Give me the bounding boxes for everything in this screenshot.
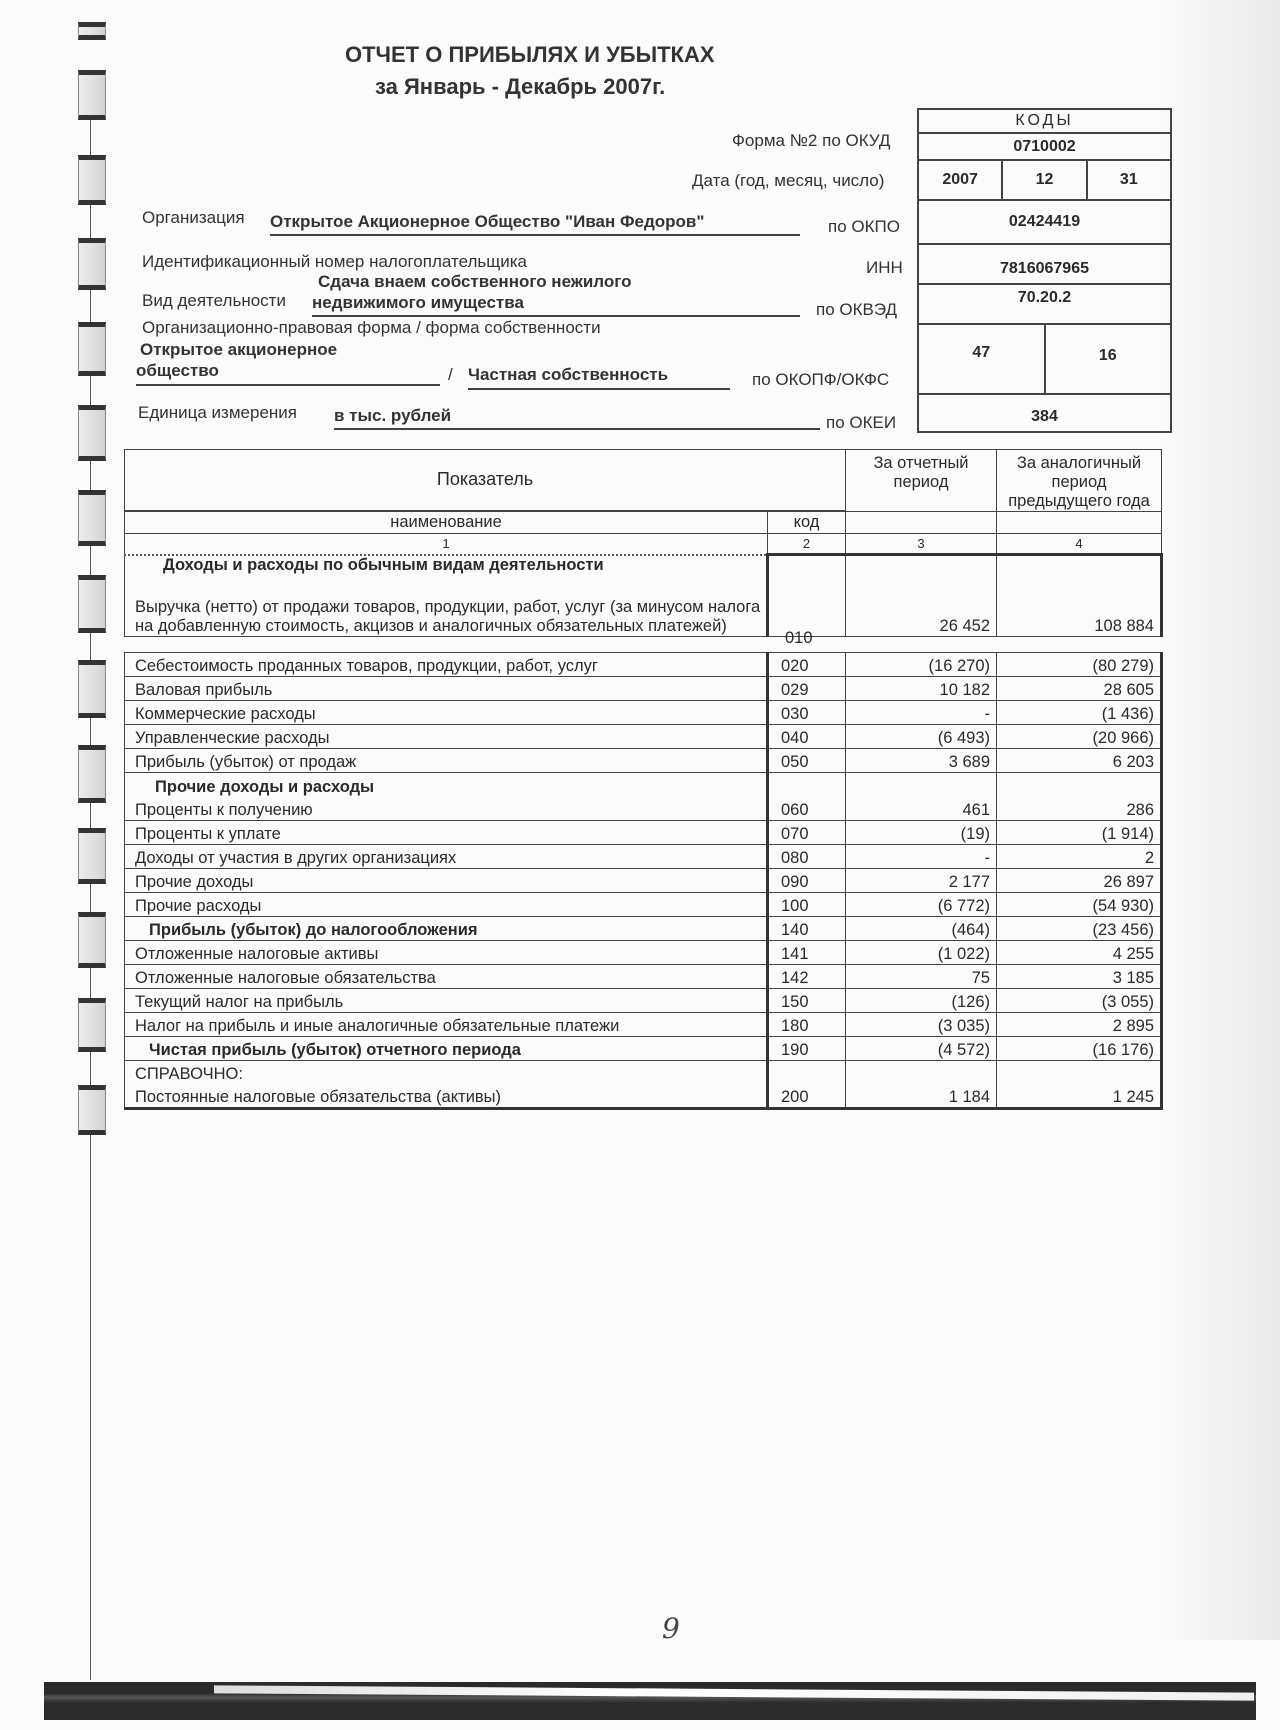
activity-line2: недвижимого имущества — [312, 293, 800, 317]
activity-line1: Сдача внаем собственного нежилого — [318, 272, 632, 291]
row-name: Коммерческие расходы — [125, 701, 768, 725]
table-row — [125, 749, 1162, 773]
row-010-previous: 108 884 — [997, 555, 1162, 637]
row-current-value: (6 772) — [846, 893, 997, 917]
legal-form-separator: / — [448, 365, 453, 384]
binding-ring — [78, 998, 106, 1052]
row-current-value: 10 182 — [846, 677, 997, 701]
activity-label: Вид деятельности — [142, 291, 286, 310]
organization-value: Открытое Акционерное Общество "Иван Федоров" — [270, 212, 800, 236]
row-current-value: 3 689 — [846, 749, 997, 773]
binding-ring — [78, 745, 106, 803]
row-name: Налог на прибыль и иные аналогичные обязательные платежи — [125, 1013, 768, 1037]
row-name: Отложенные налоговые обязательства — [125, 965, 768, 989]
okei-value: 384 — [1031, 408, 1058, 425]
row-code: 190 — [768, 1037, 846, 1061]
row-current-value: (6 493) — [846, 725, 997, 749]
row-previous-value: (23 456) — [997, 917, 1162, 941]
table-row — [125, 893, 1162, 917]
row-name: Текущий налог на прибыль — [125, 989, 768, 1013]
row-code: 030 — [768, 701, 846, 725]
legal-form-line2: общество — [136, 361, 440, 386]
row-name — [125, 773, 768, 821]
table-row — [125, 869, 1162, 893]
row-previous-value: 3 185 — [997, 965, 1162, 989]
organization-label: Организация — [142, 208, 245, 227]
row-current-value: 1 184 — [846, 1061, 997, 1109]
row-current-value: 2 177 — [846, 869, 997, 893]
date-label: Дата (год, месяц, число) — [692, 171, 885, 190]
table-row — [125, 821, 1162, 845]
table-row — [125, 845, 1162, 869]
row-previous-value: (80 279) — [997, 653, 1162, 677]
row-code: 200 — [768, 1061, 846, 1109]
inn-code-label: ИНН — [866, 258, 903, 277]
row-previous-value: 28 605 — [997, 677, 1162, 701]
section-other-income: Прочие доходы и расходы — [155, 778, 375, 796]
row-code: 090 — [768, 869, 846, 893]
row-name: Доходы от участия в других организациях — [125, 845, 768, 869]
section-row — [125, 555, 1162, 575]
binding-ring — [78, 238, 106, 290]
row-code: 080 — [768, 845, 846, 869]
row-name: Себестоимость проданных товаров, продукции, работ, услуг — [125, 653, 768, 677]
date-month: 12 — [1001, 161, 1085, 199]
col-num-1: 1 — [125, 534, 768, 555]
row-previous-value: (1 436) — [997, 701, 1162, 725]
header-previous-period — [997, 450, 1162, 512]
header-code: код — [768, 512, 846, 534]
row-previous-value: 4 255 — [997, 941, 1162, 965]
binding-ring — [78, 155, 106, 205]
row-previous-value: 6 203 — [997, 749, 1162, 773]
date-day: 31 — [1086, 161, 1170, 199]
row-current-value: (1 022) — [846, 941, 997, 965]
row-010-code: 010 — [785, 629, 813, 647]
row-name — [125, 1061, 768, 1109]
row-name: Валовая прибыль — [125, 677, 768, 701]
row-code: 029 — [768, 677, 846, 701]
page-number: 9 — [662, 1612, 680, 1645]
row-previous-value: 26 897 — [997, 869, 1162, 893]
row-code: 060 — [768, 773, 846, 821]
header-current-period — [846, 450, 997, 512]
binding-ring — [78, 322, 106, 376]
row-previous-value: (3 055) — [997, 989, 1162, 1013]
row-name: Прочие расходы — [125, 893, 768, 917]
row-010-name: Выручка (нетто) от продажи товаров, продукции, работ, услуг (за минусом налога на добавленную стоимость, акцизов и аналогичных обязательных платежей) — [125, 575, 768, 637]
table-row — [125, 917, 1162, 941]
scan-edge-bar — [44, 1682, 1256, 1720]
codes-box — [917, 108, 1172, 433]
table-row — [125, 989, 1162, 1013]
row-current-value: (464) — [846, 917, 997, 941]
row-previous-value: (54 930) — [997, 893, 1162, 917]
table-row — [125, 725, 1162, 749]
okei-label: по ОКЕИ — [826, 413, 897, 432]
row-previous-value: 2 895 — [997, 1013, 1162, 1037]
header-current-line1: За отчетный — [873, 454, 969, 472]
row-current-value: - — [846, 701, 997, 725]
table-row — [125, 965, 1162, 989]
row-current-value: (3 035) — [846, 1013, 997, 1037]
table-row — [125, 677, 1162, 701]
binding-ring — [78, 490, 106, 546]
table-row — [125, 1061, 1162, 1109]
report-title: ОТЧЕТ О ПРИБЫЛЯХ И УБЫТКАХ — [345, 42, 715, 67]
table-row — [125, 1013, 1162, 1037]
row-current-value: (4 572) — [846, 1037, 997, 1061]
binding-ring — [78, 405, 106, 461]
row-current-value: (126) — [846, 989, 997, 1013]
column-numbers-row — [125, 534, 1162, 555]
header-prev-line3: предыдущего года — [1008, 492, 1150, 510]
table-row — [125, 773, 1162, 821]
row-code: 141 — [768, 941, 846, 965]
row-code: 020 — [768, 653, 846, 677]
row-previous-value: 286 — [997, 773, 1162, 821]
okopf-value: 47 — [972, 344, 991, 361]
row-code: 050 — [768, 749, 846, 773]
row-code: 142 — [768, 965, 846, 989]
row-name: Управленческие расходы — [125, 725, 768, 749]
ownership-value: Частная собственность — [468, 365, 730, 390]
binding-ring — [78, 70, 106, 120]
row-name: Чистая прибыль (убыток) отчетного периода — [125, 1037, 768, 1061]
profit-loss-table — [124, 449, 1163, 637]
row-previous-value: (1 914) — [997, 821, 1162, 845]
row-code: 140 — [768, 917, 846, 941]
legal-form-line1: Открытое акционерное — [140, 340, 338, 359]
row-previous-value: (16 176) — [997, 1037, 1162, 1061]
unit-value: в тыс. рублей — [334, 406, 820, 430]
binding-ring — [78, 575, 106, 633]
row-current-value: - — [846, 845, 997, 869]
row-current-value: 461 — [846, 773, 997, 821]
table-subheader-row — [125, 512, 1162, 534]
header-current-line2: период — [893, 473, 949, 491]
row-code: 150 — [768, 989, 846, 1013]
binding-ring — [78, 912, 106, 968]
row-code: 040 — [768, 725, 846, 749]
table-row — [125, 1037, 1162, 1061]
row-name-text: Проценты к получению — [135, 801, 313, 819]
binding-ring — [78, 1085, 106, 1135]
okfs-value: 16 — [1044, 325, 1171, 393]
row-name: Прибыль (убыток) от продаж — [125, 749, 768, 773]
table-row — [125, 653, 1162, 677]
row-name: Проценты к уплате — [125, 821, 768, 845]
okpo-label: по ОКПО — [828, 217, 900, 236]
table-row — [125, 941, 1162, 965]
row-current-value: (19) — [846, 821, 997, 845]
reference-label: СПРАВОЧНО: — [135, 1065, 243, 1083]
table-header-row — [125, 450, 1162, 511]
col-num-3: 3 — [846, 534, 997, 555]
row-name: Отложенные налоговые активы — [125, 941, 768, 965]
header-prev-line1: За аналогичный — [1016, 454, 1142, 472]
row-previous-value: 1 245 — [997, 1061, 1162, 1109]
row-code: 100 — [768, 893, 846, 917]
row-current-value: (16 270) — [846, 653, 997, 677]
okved-label: по ОКВЭД — [816, 300, 898, 319]
row-code: 070 — [768, 821, 846, 845]
table-row — [125, 701, 1162, 725]
row-name: Прибыль (убыток) до налогообложения — [125, 917, 768, 941]
header-indicator: Показатель — [125, 450, 846, 511]
header-name: наименование — [125, 512, 768, 534]
inn-value: 7816067965 — [1000, 260, 1089, 277]
unit-label: Единица измерения — [138, 403, 297, 422]
binding-ring — [78, 828, 106, 884]
date-year: 2007 — [942, 171, 978, 188]
row-010-current: 26 452 — [846, 555, 997, 637]
report-period: за Январь - Декабрь 2007г. — [375, 74, 666, 99]
row-code: 180 — [768, 1013, 846, 1037]
page-edge-shadow — [1160, 0, 1280, 1640]
col-num-2: 2 — [768, 534, 846, 555]
taxpayer-id-label: Идентификационный номер налогоплательщика — [142, 252, 527, 271]
row-previous-value: (20 966) — [997, 725, 1162, 749]
row-name: Прочие доходы — [125, 869, 768, 893]
codes-heading: КОДЫ — [1015, 112, 1074, 129]
binding-ring — [78, 660, 106, 718]
okud-value: 0710002 — [1013, 137, 1076, 155]
okpo-value: 02424419 — [1008, 213, 1081, 230]
profit-loss-table-body — [124, 652, 1163, 1110]
scan-edge-highlight — [214, 1685, 1254, 1700]
row-name-text: Постоянные налоговые обязательства (активы) — [135, 1088, 502, 1106]
section-ordinary-activities: Доходы и расходы по обычным видам деятельности — [125, 555, 768, 575]
row-current-value: 75 — [846, 965, 997, 989]
binding-ring — [78, 22, 106, 40]
header-prev-line2: период — [1051, 473, 1107, 491]
row-previous-value: 2 — [997, 845, 1162, 869]
col-num-4: 4 — [997, 534, 1162, 555]
okopf-label: по ОКОПФ/ОКФС — [752, 370, 890, 389]
okud-label: Форма №2 по ОКУД — [732, 131, 891, 150]
okved-value: 70.20.2 — [1017, 289, 1072, 306]
legal-form-label: Организационно-правовая форма / форма собственности — [142, 318, 601, 337]
